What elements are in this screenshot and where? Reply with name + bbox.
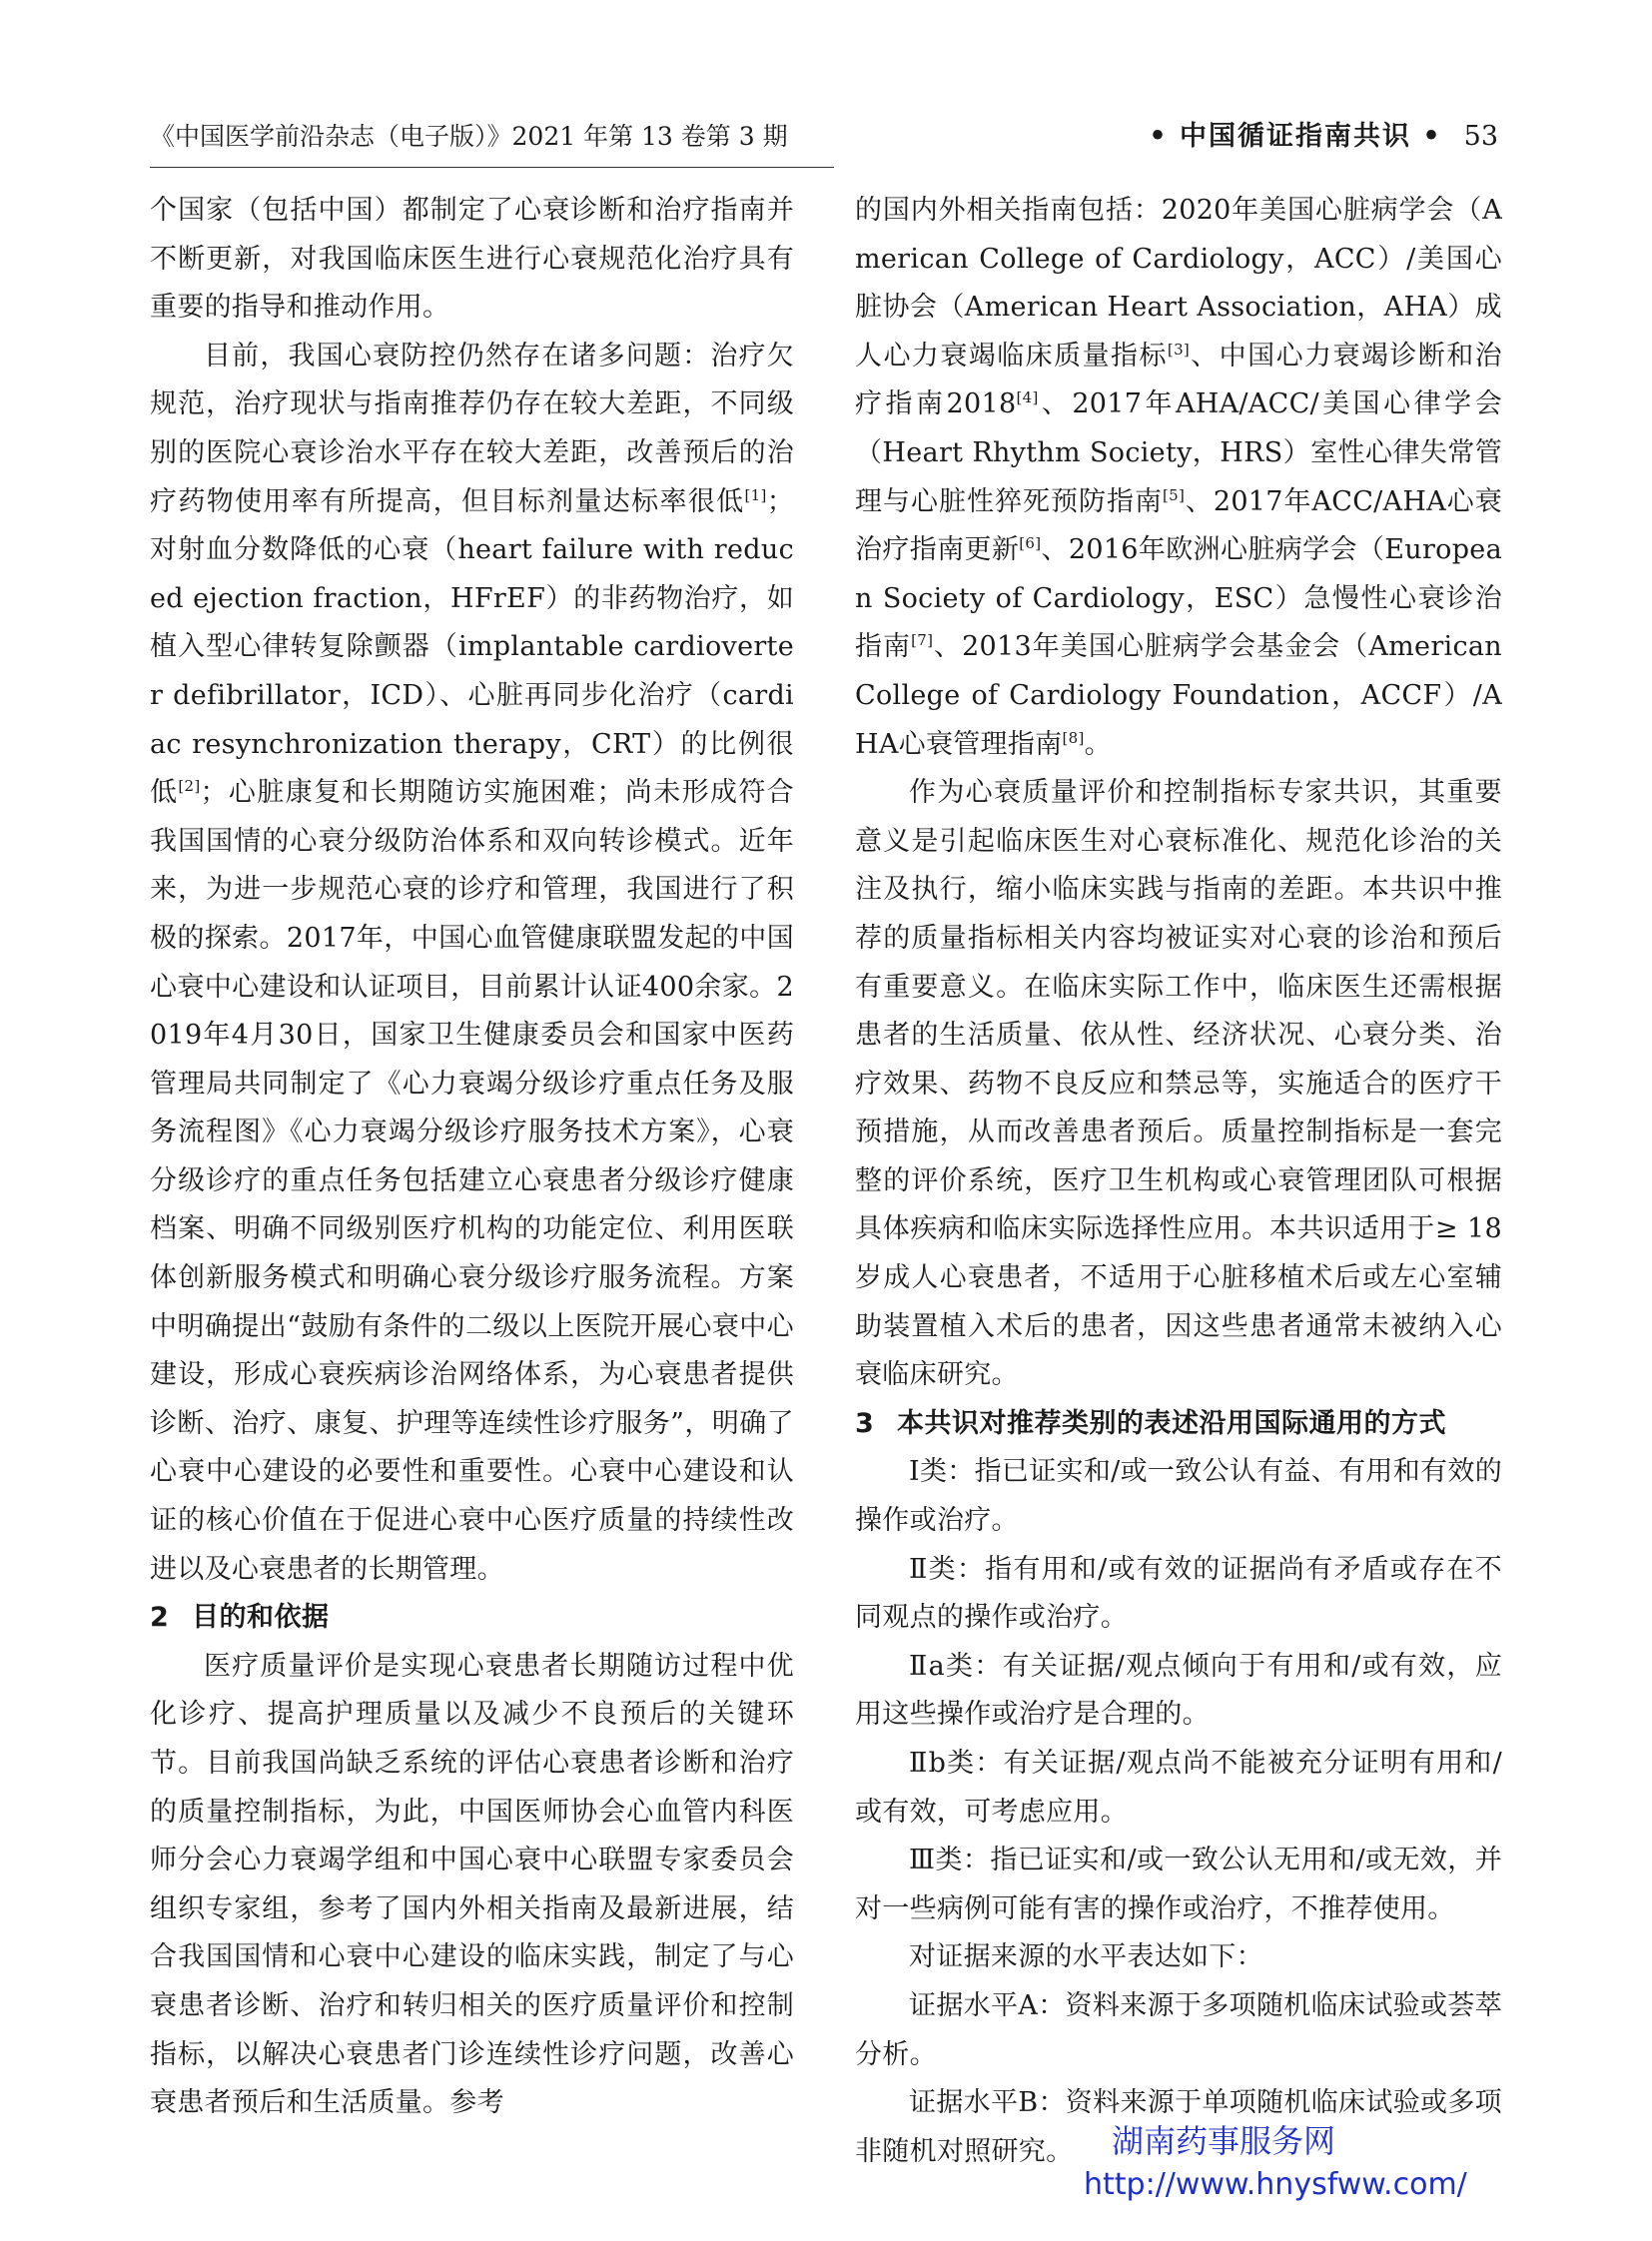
left-column [150,187,794,2128]
text-run: 、2016年欧洲心脏病学会（European Society of Cardiology，ESC）急慢性心衰诊治指南 [855,534,1502,663]
page-number: 53 [1463,121,1498,152]
watermark-url[interactable]: http://www.hnysfww.com/ [1084,2167,1467,2202]
paragraph: 个国家（包括中国）都制定了心衰诊断和治疗指南并不断更新，对我国临床医生进行心衰规范化治疗具有重要的指导和推动作用。 [150,195,794,324]
citation-ref: [8] [1062,728,1085,747]
section-title [1149,112,1498,162]
section-label: • 中国循证指南共识 • [1149,121,1442,152]
text-run: 、中国心力衰竭诊断和治疗指南2018 [855,340,1502,420]
paragraph [855,187,1502,769]
recommendation-class-iia: Ⅱa类：有关证据/观点倾向于有用和/或有效，应用这些操作或治疗是合理的。 [855,1650,1502,1731]
text-run: 的国内外相关指南包括：2020年美国心脏病学会（American College of Cardiology，ACC）/美国心脏协会（American Heart Association，AHA）成人心力衰竭临床质量指标 [855,195,1502,372]
heading-text: 目的和依据 [192,1602,330,1634]
evidence-intro: 对证据来源的水平表达如下： [909,1941,1263,1973]
text-run: 。 [1084,728,1112,760]
citation-ref: [3] [1167,340,1191,359]
section-heading [150,1594,794,1643]
section-heading [855,1400,1502,1449]
text-run: 、2017年ACC/AHA心衰治疗指南更新 [855,485,1502,566]
paragraph: 医疗质量评价是实现心衰患者长期随访过程中优化诊疗、提高护理质量以及减少不良预后的关键环节。目前我国尚缺乏系统的评估心衰患者诊断和治疗的质量控制指标，为此，中国医师协会心血管内科医师分会心力衰竭学组和中国心衰中心联盟专家委员会组织专家组，参考了国内外相关指南及最新进展，结合我国国情和心衰中心建设的临床实践，制定了与心衰患者诊断、治疗和转归相关的医疗质量评价和控制指标，以解决心衰患者门诊连续性诊疗问题，改善心衰患者预后和生活质量。参考 [150,1650,794,2119]
heading-number: 3 [855,1407,875,1439]
text-run: ；心脏康复和长期随访实施困难；尚未形成符合我国国情的心衰分级防治体系和双向转诊模式。近年来，为进一步规范心衰的诊疗和管理，我国进行了积极的探索。2017年，中国心血管健康联盟发起的中国心衰中心建设和认证项目，目前累计认证400余家。2019年4月30日，国家卫生健康委员会和国家中医药管理局共同制定了《心力衰竭分级诊疗重点任务及服务流程图》《心力衰竭分级诊疗服务技术方案》，心衰分级诊疗的重点任务包括建立心衰患者分级诊疗健康档案、明确不同级别医疗机构的功能定位、利用医联体创新服务模式和明确心衰分级诊疗服务流程。方案中明确提出“鼓励有条件的二级以上医院开展心衰中心建设，形成心衰疾病诊治网络体系，为心衰患者提供诊断、治疗、康复、护理等连续性诊疗服务”，明确了心衰中心建设的必要性和重要性。心衰中心建设和认证的核心价值在于促进心衰中心医疗质量的持续性改进以及心衰患者的长期管理。 [150,777,794,1585]
citation-ref: [1] [744,485,767,504]
evidence-level-a: 证据水平A：资料来源于多项随机临床试验或荟萃分析。 [855,1989,1502,2070]
text-run: 、2013年美国心脏病学会基金会（American College of Cardiology Foundation，ACCF）/AHA心衰管理指南 [855,631,1502,760]
citation-ref: [6] [1019,534,1042,553]
right-column [855,187,1502,2176]
citation-ref: [7] [911,631,934,650]
header-rule [150,167,834,168]
paragraph [150,333,794,1594]
page-header [150,112,1498,162]
recommendation-class-iii: Ⅲ类：指已证实和/或一致公认无用和/或无效，并对一些病例可能有害的操作或治疗，不推荐使用。 [855,1845,1502,1924]
text-run: 目前，我国心衰防控仍然存在诸多问题：治疗欠规范，治疗现状与指南推荐仍存在较大差距，不同级别的医院心衰诊治水平存在较大差距，改善预后的治疗药物使用率有所提高，但目标剂量达标率很低 [150,340,794,517]
heading-text: 本共识对推荐类别的表述沿用国际通用的方式 [897,1407,1446,1439]
text-run: ；对射血分数降低的心衰（heart failure with reduced ejection fraction，HFrEF）的非药物治疗，如植入型心律转复除颤器（implantable cardioverter defibrillator，ICD）、心脏再同步化治疗（cardiac resynchronization therapy，CRT）的比例很低 [150,485,794,809]
recommendation-class-ii: Ⅱ类：指有用和/或有效的证据尚有矛盾或存在不同观点的操作或治疗。 [855,1553,1502,1634]
watermark [1084,2119,1503,2207]
citation-ref: [2] [178,777,201,796]
evidence-level-b: 证据水平B：资料来源于单项随机临床试验或多项非随机对照研究。 [855,2087,1502,2167]
text-run: 、2017年AHA/ACC/美国心律学会（Heart Rhythm Society，HRS）室性心律失常管理与心脏性猝死预防指南 [855,388,1502,517]
recommendation-class-iib: Ⅱb类：有关证据/观点尚不能被充分证明有用和/或有效，可考虑应用。 [855,1748,1502,1828]
recommendation-class-i: Ⅰ类：指已证实和/或一致公认有益、有用和有效的操作或治疗。 [855,1456,1502,1537]
heading-number: 2 [150,1602,170,1634]
journal-citation: 《中国医学前沿杂志（电子版）》2021 年第 13 卷第 3 期 [150,122,788,151]
citation-ref: [4] [1016,388,1039,407]
watermark-name: 湖南药事服务网 [1112,2122,1336,2160]
paragraph: 作为心衰质量评价和控制指标专家共识，其重要意义是引起临床医生对心衰标准化、规范化诊治的关注及执行，缩小临床实践与指南的差距。本共识中推荐的质量指标相关内容均被证实对心衰的诊治和预后有重要意义。在临床实际工作中，临床医生还需根据患者的生活质量、依从性、经济状况、心衰分类、治疗效果、药物不良反应和禁忌等，实施适合的医疗干预措施，从而改善患者预后。质量控制指标是一套完整的评价系统，医疗卫生机构或心衰管理团队可根据具体疾病和临床实际选择性应用。本共识适用于≥ 18岁成人心衰患者，不适用于心脏移植术后或左心室辅助装置植入术后的患者，因这些患者通常未被纳入心衰临床研究。 [855,777,1502,1391]
citation-ref: [5] [1162,485,1186,504]
